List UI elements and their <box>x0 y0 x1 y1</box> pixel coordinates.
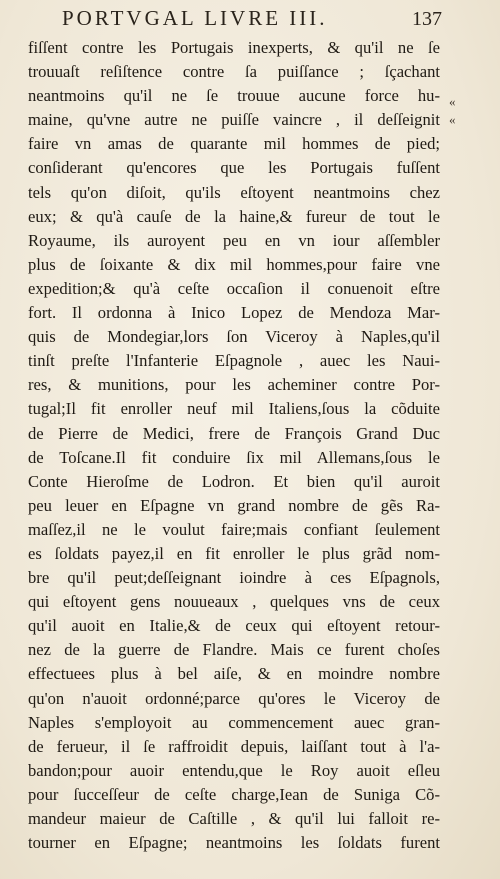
text-line: de ferueur, il ſe raffroidit depuis, laiſſant tout à l'a- <box>28 736 440 756</box>
text-line: faire vn amas de quarante mil hommes de pied; <box>28 134 440 154</box>
text-line: qu'on n'auoit ordonné;parce qu'ores le Viceroy de <box>28 688 440 708</box>
text-line: bandon;pour auoir entendu,que le Roy auoit eſleu <box>28 760 440 780</box>
running-head <box>62 6 442 34</box>
margin-quote-mark: « <box>449 94 456 109</box>
text-line: pour ſucceſſeur de ceſte charge,Iean de Suniga Cõ- <box>28 784 440 804</box>
text-line: tugal;Il fit enroller neuf mil Italiens,ſous la cõduite <box>28 399 440 419</box>
text-line: Royaume, ils auroyent peu en vn iour aſſembler <box>28 230 440 250</box>
text-line: mandeur maieur de Caſtille , & qu'il lui falloit re- <box>28 809 440 828</box>
text-line: tourner en Eſpagne; neantmoins les ſoldats furent <box>28 833 440 853</box>
text-line: Naples s'employoit au commencement auec gran- <box>28 712 440 732</box>
text-line: quis de Mondegiar,lors ſon Viceroy à Naples,qu'il <box>28 327 440 347</box>
text-line: es ſoldats payez,il en fit enroller le plus grãd nom- <box>28 543 440 563</box>
text-line: qu'il auoit en Italie,& de ceux qui eſtoyent retour- <box>28 616 440 636</box>
text-line: fiſſent contre les Portugais inexperts, & qu'il ne ſe <box>28 38 440 57</box>
text-line: de Toſcane.Il fit conduire ſix mil Allemans,ſous le <box>28 447 440 467</box>
text-line: conſiderant qu'encores que les Portugais fuſſent <box>28 158 440 178</box>
margin-quote-mark: « <box>449 112 456 127</box>
body-text <box>28 36 440 855</box>
text-line: qui eſtoyent gens nouueaux , quelques vns de ceux <box>28 592 440 612</box>
text-line: neantmoins qu'il ne ſe trouue aucune force hu- <box>28 86 440 106</box>
text-line: res, & munitions, pour les acheminer contre Por- <box>28 375 440 395</box>
text-line: trouuaſt reſiſtence contre ſa puiſſance ; ſçachant <box>28 62 440 82</box>
text-line: tinſt preſte l'Infanterie Eſpagnole , auec les Naui- <box>28 351 440 371</box>
text-line: fort. Il ordonna à Inico Lopez de Mendoza Mar- <box>28 303 440 323</box>
text-line: bre qu'il peut;deſſeignant ioindre à ces Eſpagnols, <box>28 568 440 588</box>
running-title: PORTVGAL LIVRE III. <box>62 6 328 30</box>
text-line: maine, qu'vne autre ne puiſſe vaincre , il deſſeignit <box>28 110 440 130</box>
text-line: expedition;& qu'à ceſte occaſion il conuenoit eſtre <box>28 278 440 298</box>
text-line: plus de ſoixante & dix mil hommes,pour faire vne <box>28 254 440 274</box>
text-line: tels qu'on diſoit, qu'ils eſtoyent neantmoins chez <box>28 182 440 202</box>
text-line: peu leuer en Eſpagne vn grand nombre de gẽs Ra- <box>28 495 440 515</box>
text-line: Conte Hieroſme de Lodron. Et bien qu'il auroit <box>28 471 440 491</box>
page-number: 137 <box>412 8 442 30</box>
text-line: de Pierre de Medici, frere de François Grand Duc <box>28 423 440 443</box>
text-line: nez de la guerre de Flandre. Mais ce furent choſes <box>28 640 440 660</box>
text-line: effectuees plus à bel aiſe, & en moindre nombre <box>28 664 440 684</box>
text-line: eux; & qu'à cauſe de la haine,& fureur de tout le <box>28 206 440 226</box>
text-line: maſſez,il ne le voulut faire;mais confiant ſeulement <box>28 519 440 539</box>
